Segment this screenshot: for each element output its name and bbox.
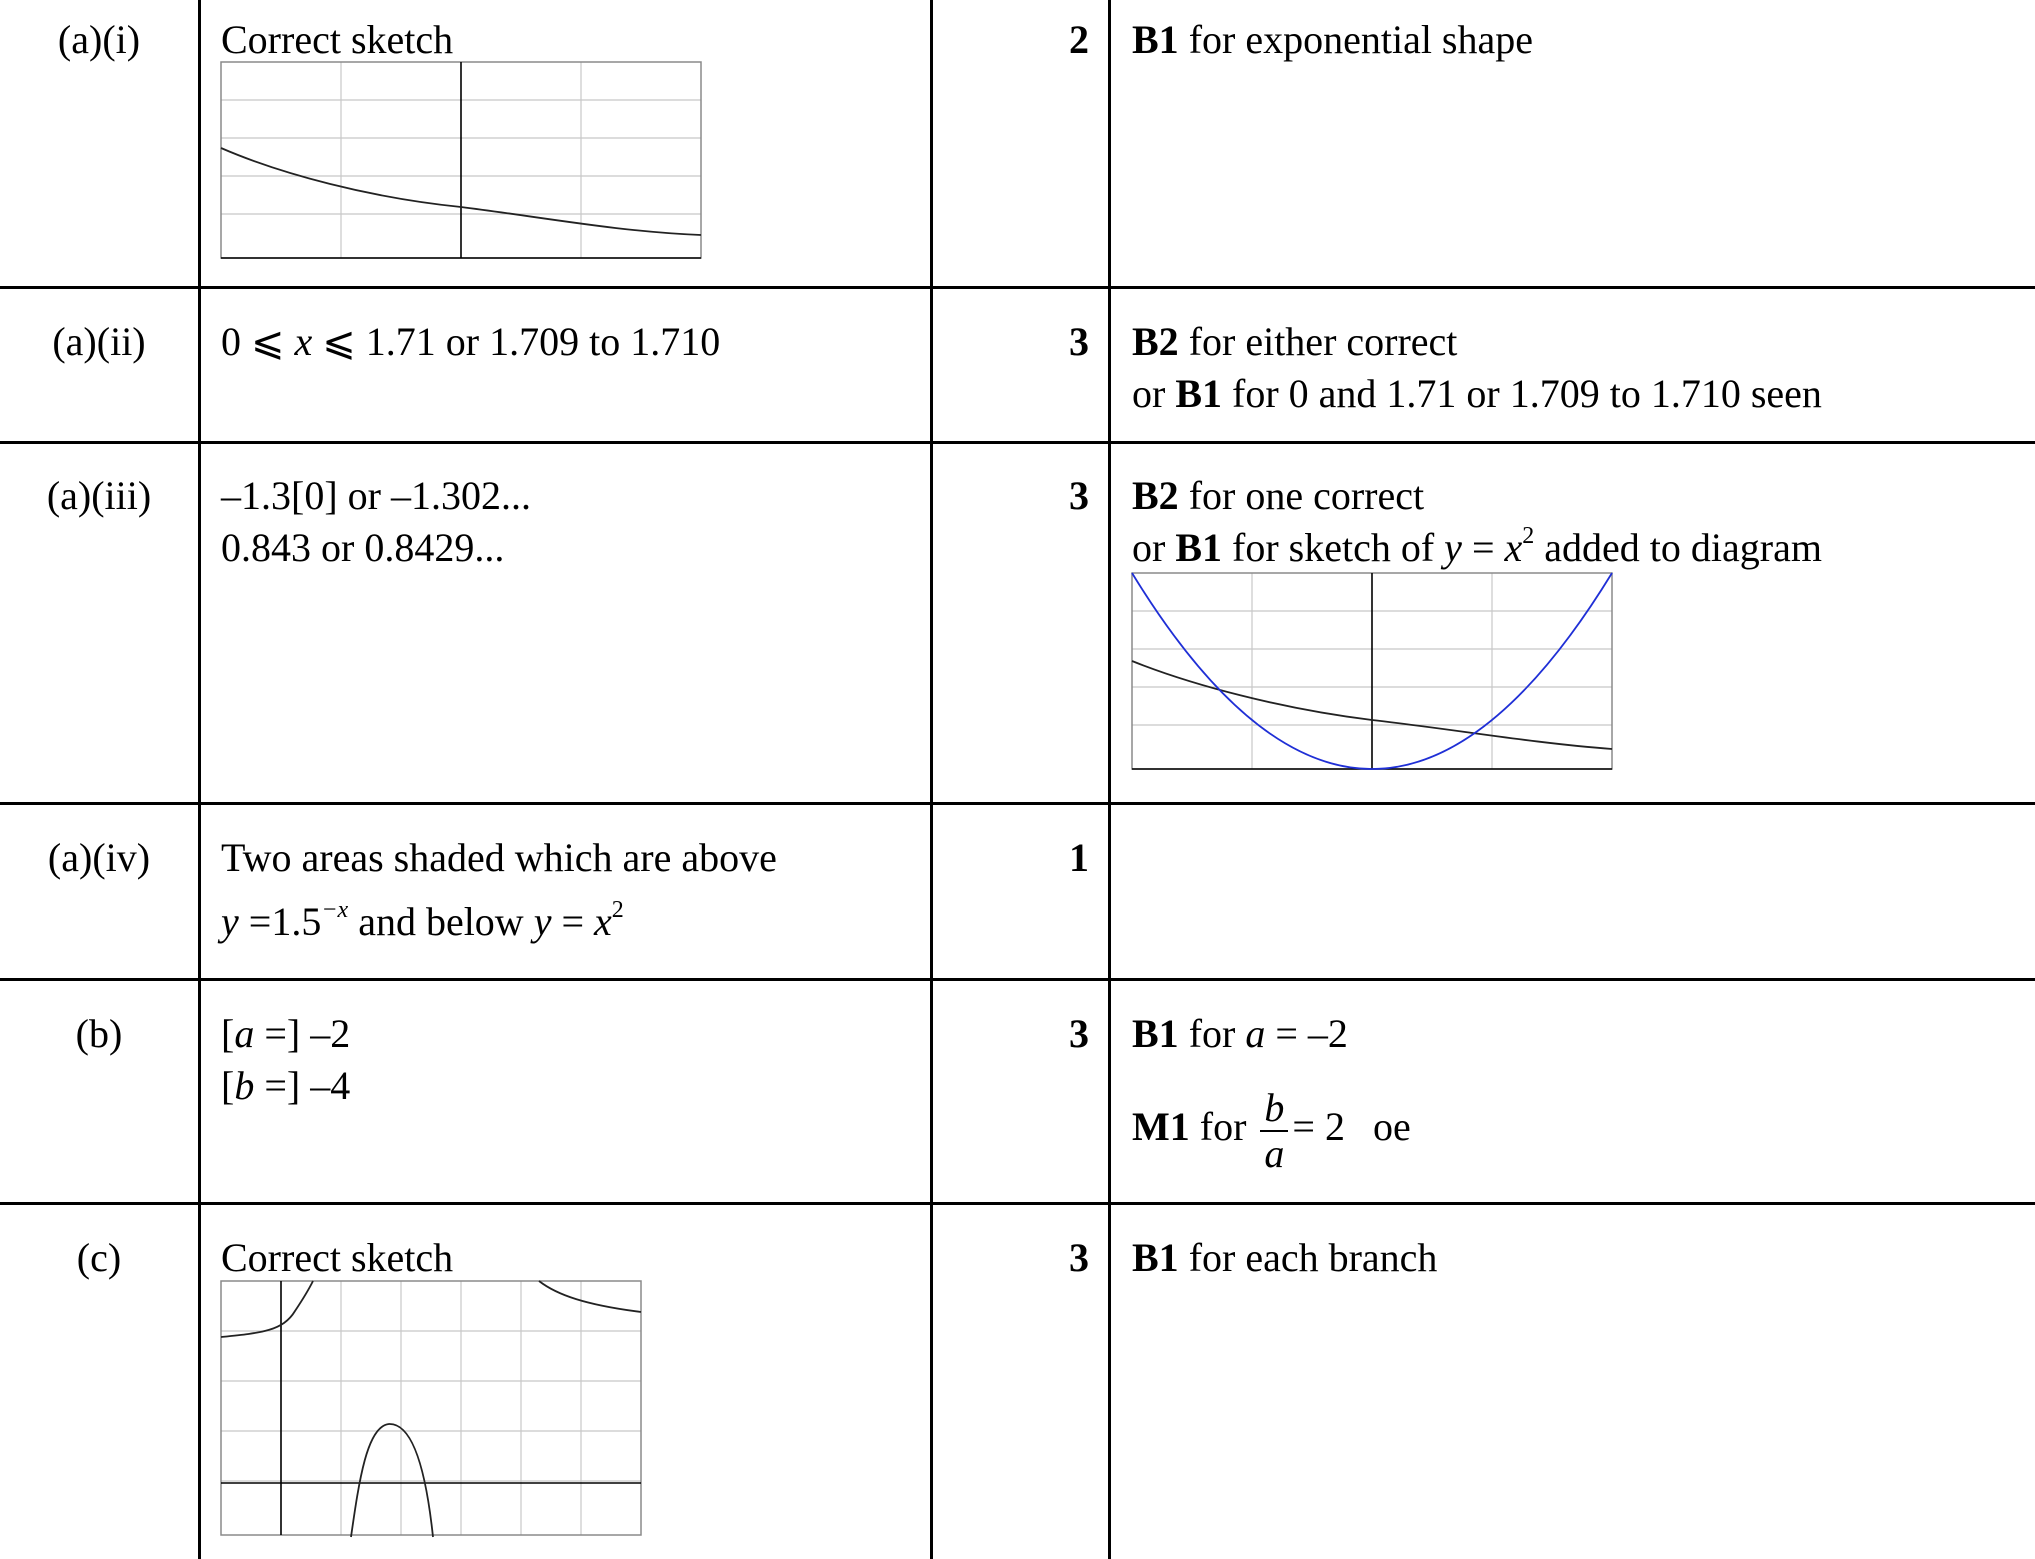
- guidance-detail: for exponential shape: [1178, 17, 1534, 62]
- inequality-sign: ⩽: [312, 319, 366, 364]
- exponent: 2: [1522, 522, 1535, 549]
- fraction: [1260, 1086, 1288, 1176]
- exponent: 2: [611, 896, 624, 923]
- answer-text: Correct sketch: [221, 1235, 454, 1280]
- inequality-sign: ⩽: [251, 319, 295, 364]
- guidance-text: [1132, 1008, 1411, 1176]
- guidance-oe: oe: [1372, 1104, 1411, 1150]
- guidance-detail: added to diagram: [1534, 525, 1822, 570]
- row-divider: [0, 1202, 2035, 1205]
- row-divider: [0, 978, 2035, 981]
- bracket: [: [221, 1063, 235, 1108]
- answer-text: [221, 1008, 350, 1112]
- answer-line: [221, 1008, 350, 1060]
- guidance-text: [1132, 316, 1822, 420]
- mark-code: B1: [1175, 371, 1223, 416]
- answer-text: [221, 832, 777, 948]
- mark-value: 3: [1069, 319, 1089, 364]
- guidance-detail: for: [1189, 1104, 1257, 1150]
- column-divider: [1108, 0, 1111, 1559]
- guidance-detail: for: [1178, 1011, 1246, 1056]
- guidance-detail: for sketch of: [1222, 525, 1445, 570]
- mark-value: 3: [1069, 473, 1089, 518]
- part-label: (a)(iv): [47, 835, 151, 880]
- variable-x: x: [594, 899, 612, 944]
- mark-value: 3: [1069, 1011, 1089, 1056]
- answer-line: [221, 1060, 350, 1112]
- equals-sign: =: [551, 899, 595, 944]
- answer-line: 0.843 or 0.8429...: [221, 525, 505, 570]
- exponential-sketch: [221, 62, 703, 262]
- answer-line: Two areas shaded which are above: [221, 835, 777, 880]
- row-divider: [0, 441, 2035, 444]
- part-label: (c): [76, 1235, 122, 1280]
- guidance-or: or: [1132, 371, 1176, 416]
- mark-value: 3: [1069, 1235, 1089, 1280]
- equation-part: =1.5: [238, 899, 322, 944]
- mark-code: B1: [1175, 525, 1223, 570]
- column-divider: [198, 0, 201, 1559]
- answer-text: [221, 316, 720, 368]
- mark-code: B1: [1132, 1235, 1179, 1280]
- fraction-denominator: a: [1264, 1131, 1285, 1176]
- exponent: −x: [321, 896, 349, 923]
- variable-x: x: [294, 319, 313, 364]
- answer-text: Correct sketch: [221, 17, 454, 62]
- guidance-line: [1132, 1086, 1411, 1176]
- mark-code: B2: [1132, 473, 1179, 518]
- mark-code: B1: [1132, 17, 1179, 62]
- mark-code: M1: [1132, 1104, 1190, 1150]
- mark-code: B1: [1132, 1011, 1179, 1056]
- variable-a: a: [234, 1011, 255, 1056]
- part-label: (a)(iii): [46, 473, 152, 518]
- guidance-detail: for either correct: [1178, 319, 1458, 364]
- guidance-text: [1132, 14, 1533, 66]
- part-label: (b): [75, 1011, 123, 1056]
- answer-line: –1.3[0] or –1.302...: [221, 473, 531, 518]
- fraction-numerator: b: [1260, 1086, 1288, 1132]
- part-label: (a)(ii): [52, 319, 146, 364]
- branch-sketch: [221, 1281, 645, 1537]
- answer-text: [221, 470, 531, 574]
- row-divider: [0, 286, 2035, 289]
- guidance-detail: for each branch: [1178, 1235, 1438, 1280]
- guidance-detail: for 0 and 1.71 or 1.709 to 1.710 seen: [1222, 371, 1822, 416]
- answer-line: [221, 896, 777, 948]
- bracket: [: [221, 1011, 235, 1056]
- mark-value: 2: [1069, 17, 1089, 62]
- variable-b: b: [234, 1063, 255, 1108]
- variable-y: y: [1444, 525, 1462, 570]
- answer-value: =] –2: [254, 1011, 351, 1056]
- answer-value: =] –4: [254, 1063, 351, 1108]
- part-label: (a)(i): [57, 17, 141, 62]
- variable-x: x: [1504, 525, 1523, 570]
- guidance-value: = 2: [1292, 1104, 1345, 1150]
- answer-detail: and below: [348, 899, 534, 944]
- equals-sign: =: [1461, 525, 1505, 570]
- guidance-value: = –2: [1265, 1011, 1348, 1056]
- guidance-text: [1132, 470, 1822, 574]
- variable-y: y: [533, 899, 552, 944]
- variable-a: a: [1245, 1011, 1266, 1056]
- inequality-lower: 0: [221, 319, 251, 364]
- guidance-text: [1132, 1232, 1437, 1284]
- inequality-upper: 1.71 or 1.709 to 1.710: [365, 319, 721, 364]
- mark-code: B2: [1132, 319, 1179, 364]
- variable-y: y: [221, 899, 239, 944]
- row-divider: [0, 802, 2035, 805]
- intersection-sketch: [1132, 573, 1614, 773]
- mark-value: 1: [1069, 835, 1089, 880]
- column-divider: [930, 0, 933, 1559]
- guidance-detail: for one correct: [1178, 473, 1425, 518]
- guidance-or: or: [1132, 525, 1176, 570]
